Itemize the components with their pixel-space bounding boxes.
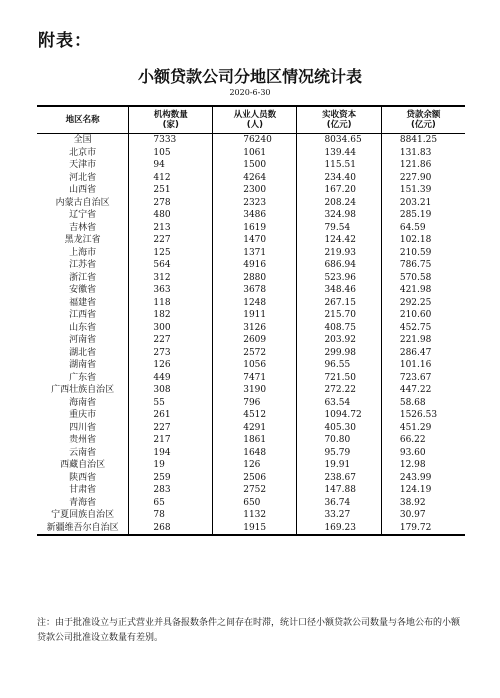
loan-balance-cell: 38.92 [381,497,465,510]
institution-count-cell: 312 [129,272,213,285]
region-name-cell: 河北省 [69,172,97,183]
employee-count-cell: 2752 [213,484,297,497]
employee-count-cell: 1371 [213,247,297,260]
employee-count-cell: 1056 [213,359,297,372]
paid-in-capital-cell: 36.74 [297,497,381,510]
paid-in-capital-cell: 219.93 [297,247,381,260]
paid-in-capital-cell: 33.27 [297,509,381,522]
institution-count-cell: 94 [129,159,213,172]
employee-count-cell: 2300 [213,184,297,197]
institution-count-cell: 308 [129,384,213,397]
paid-in-capital-cell: 96.55 [297,359,381,372]
loan-balance-cell: 210.59 [381,247,465,260]
region-name-cell: 辽宁省 [69,210,97,221]
paid-in-capital-cell: 203.92 [297,334,381,347]
employee-count-cell: 1248 [213,297,297,310]
employee-count-cell: 2609 [213,334,297,347]
region-name-cell: 江西省 [69,310,97,321]
institution-count-cell: 259 [129,472,213,485]
loan-balance-cell: 210.60 [381,309,465,322]
paid-in-capital-cell: 8034.65 [297,134,381,147]
table-row [37,247,465,260]
table-row [37,384,465,397]
table-row [37,372,465,385]
paid-in-capital-cell: 721.50 [297,372,381,385]
loan-balance-cell: 447.22 [381,384,465,397]
employee-count-cell: 1911 [213,309,297,322]
region-name-cell: 安徽省 [69,285,97,296]
paid-in-capital-cell: 115.51 [297,159,381,172]
paid-in-capital-cell: 70.80 [297,434,381,447]
table-row [37,509,465,522]
loan-balance-cell: 66.22 [381,434,465,447]
institution-count-cell: 261 [129,409,213,422]
loan-balance-cell: 12.98 [381,459,465,472]
loan-balance-cell: 93.60 [381,447,465,460]
table-row [37,397,465,410]
employee-count-cell: 4512 [213,409,297,422]
employee-count-cell: 2323 [213,197,297,210]
table-row [37,159,465,172]
loan-balance-cell: 1526.53 [381,409,465,422]
employee-count-cell: 1132 [213,509,297,522]
region-name-cell: 重庆市 [69,410,97,421]
table-row [37,209,465,222]
region-name-cell: 福建省 [69,297,97,308]
report-date: 2020-6-30 [229,88,271,97]
loan-balance-cell: 221.98 [381,334,465,347]
institution-count-cell: 273 [129,347,213,360]
footnote: 注：由于批准设立与正式营业并具备报数条件之间存在时滞，统计口径小额贷款公司数量与各地公布的小额贷款公司批准设立数量有差别。 [37,618,461,643]
employee-count-cell: 1648 [213,447,297,460]
loan-balance-cell: 203.21 [381,197,465,210]
region-name-cell: 宁夏回族自治区 [51,510,115,521]
paid-in-capital-cell: 686.94 [297,259,381,272]
institution-count-cell: 7333 [129,134,213,147]
paid-in-capital-cell: 169.23 [297,522,381,536]
region-name-cell: 浙江省 [69,272,97,283]
institution-count-cell: 125 [129,247,213,260]
employee-count-cell: 1619 [213,222,297,235]
region-name-cell: 贵州省 [69,435,97,446]
loan-balance-cell: 243.99 [381,472,465,485]
loan-balance-cell: 421.98 [381,284,465,297]
region-name-cell: 青海省 [69,497,97,508]
table-row [37,197,465,210]
paid-in-capital-cell: 95.79 [297,447,381,460]
institution-count-cell: 227 [129,334,213,347]
table-row [37,409,465,422]
region-name-cell: 山东省 [69,322,97,333]
loan-balance-cell: 452.75 [381,322,465,335]
paid-in-capital-cell: 124.42 [297,234,381,247]
table-row [37,484,465,497]
region-name-cell: 甘肃省 [69,485,97,496]
loan-balance-cell: 124.19 [381,484,465,497]
loan-balance-cell: 8841.25 [381,134,465,147]
table-row [37,422,465,435]
employee-count-cell: 650 [213,497,297,510]
table-row [37,522,465,536]
paid-in-capital-cell: 348.46 [297,284,381,297]
employee-count-cell: 4291 [213,422,297,435]
employee-count-cell: 126 [213,459,297,472]
institution-count-cell: 194 [129,447,213,460]
region-name-cell: 四川省 [69,422,97,433]
table-row [37,284,465,297]
paid-in-capital-cell: 267.15 [297,297,381,310]
region-name-cell: 海南省 [69,397,97,408]
loan-balance-cell: 227.90 [381,172,465,185]
region-name-cell: 江苏省 [69,260,97,271]
institution-count-cell: 78 [129,509,213,522]
region-name-cell: 湖北省 [69,347,97,358]
institution-count-cell: 65 [129,497,213,510]
statistics-table [37,105,465,536]
header-employee-count: 从业人员数 (人) [213,106,297,134]
loan-balance-cell: 292.25 [381,297,465,310]
institution-count-cell: 213 [129,222,213,235]
institution-count-cell: 268 [129,522,213,536]
employee-count-cell: 7471 [213,372,297,385]
employee-count-cell: 1915 [213,522,297,536]
employee-count-cell: 1500 [213,159,297,172]
table-row [37,172,465,185]
institution-count-cell: 278 [129,197,213,210]
region-name-cell: 黑龙江省 [64,235,101,246]
table-row [37,147,465,160]
institution-count-cell: 480 [129,209,213,222]
table-row [37,309,465,322]
institution-count-cell: 564 [129,259,213,272]
employee-count-cell: 1061 [213,147,297,160]
loan-balance-cell: 102.18 [381,234,465,247]
region-name-cell: 新疆维吾尔自治区 [46,522,119,533]
table-row [37,272,465,285]
paid-in-capital-cell: 208.24 [297,197,381,210]
employee-count-cell: 4264 [213,172,297,185]
region-name-cell: 广东省 [69,372,97,383]
employee-count-cell: 796 [213,397,297,410]
region-name-cell: 河南省 [69,335,97,346]
table-row [37,472,465,485]
table-row [37,497,465,510]
paid-in-capital-cell: 1094.72 [297,409,381,422]
employee-count-cell: 2506 [213,472,297,485]
institution-count-cell: 19 [129,459,213,472]
paid-in-capital-cell: 408.75 [297,322,381,335]
loan-balance-cell: 101.16 [381,359,465,372]
institution-count-cell: 412 [129,172,213,185]
table-row [37,234,465,247]
institution-count-cell: 283 [129,484,213,497]
paid-in-capital-cell: 523.96 [297,272,381,285]
loan-balance-cell: 285.19 [381,209,465,222]
institution-count-cell: 55 [129,397,213,410]
institution-count-cell: 182 [129,309,213,322]
loan-balance-cell: 286.47 [381,347,465,360]
table-row [37,359,465,372]
table-row [37,334,465,347]
paid-in-capital-cell: 79.54 [297,222,381,235]
loan-balance-cell: 179.72 [381,522,465,536]
paid-in-capital-cell: 147.88 [297,484,381,497]
loan-balance-cell: 121.86 [381,159,465,172]
region-name-cell: 内蒙古自治区 [55,197,110,208]
employee-count-cell: 3678 [213,284,297,297]
loan-balance-cell: 151.39 [381,184,465,197]
region-name-cell: 陕西省 [69,472,97,483]
table-row [37,459,465,472]
institution-count-cell: 118 [129,297,213,310]
paid-in-capital-cell: 19.91 [297,459,381,472]
paid-in-capital-cell: 234.40 [297,172,381,185]
region-name-cell: 北京市 [69,147,97,158]
header-paid-in-capital: 实收资本 (亿元) [297,106,381,134]
region-name-cell: 天津市 [69,160,97,171]
loan-balance-cell: 570.58 [381,272,465,285]
region-name-cell: 广西壮族自治区 [51,385,115,396]
table-row [37,297,465,310]
table-title: 小额贷款公司分地区情况统计表 [137,67,362,86]
institution-count-cell: 105 [129,147,213,160]
table-row [37,222,465,235]
loan-balance-cell: 30.97 [381,509,465,522]
paid-in-capital-cell: 299.98 [297,347,381,360]
employee-count-cell: 3126 [213,322,297,335]
institution-count-cell: 217 [129,434,213,447]
table-row [37,259,465,272]
region-name-cell: 湖南省 [69,360,97,371]
loan-balance-cell: 451.29 [381,422,465,435]
employee-count-cell: 76240 [213,134,297,147]
region-name-cell: 西藏自治区 [60,460,106,471]
paid-in-capital-cell: 272.22 [297,384,381,397]
institution-count-cell: 300 [129,322,213,335]
paid-in-capital-cell: 405.30 [297,422,381,435]
institution-count-cell: 126 [129,359,213,372]
paid-in-capital-cell: 215.70 [297,309,381,322]
region-name-cell: 山西省 [69,185,97,196]
region-name-cell: 吉林省 [69,222,97,233]
table-row [37,184,465,197]
loan-balance-cell: 58.68 [381,397,465,410]
region-name-cell: 云南省 [69,447,97,458]
institution-count-cell: 251 [129,184,213,197]
paid-in-capital-cell: 63.54 [297,397,381,410]
employee-count-cell: 1470 [213,234,297,247]
region-name-cell: 上海市 [69,247,97,258]
table-body [37,134,465,536]
employee-count-cell: 2572 [213,347,297,360]
employee-count-cell: 3190 [213,384,297,397]
loan-balance-cell: 786.75 [381,259,465,272]
table-row [37,347,465,360]
institution-count-cell: 449 [129,372,213,385]
header-institution-count: 机构数量 (家) [129,106,213,134]
header-row [37,106,465,134]
paid-in-capital-cell: 324.98 [297,209,381,222]
header-region: 地区名称 [37,106,129,134]
institution-count-cell: 363 [129,284,213,297]
table-row [37,322,465,335]
employee-count-cell: 1861 [213,434,297,447]
employee-count-cell: 4916 [213,259,297,272]
loan-balance-cell: 131.83 [381,147,465,160]
paid-in-capital-cell: 167.20 [297,184,381,197]
table-row [37,434,465,447]
appendix-label: 附表： [38,31,92,51]
employee-count-cell: 2880 [213,272,297,285]
institution-count-cell: 227 [129,422,213,435]
header-loan-balance: 贷款余额 (亿元) [381,106,465,134]
employee-count-cell: 3486 [213,209,297,222]
table-row [37,134,465,147]
loan-balance-cell: 64.59 [381,222,465,235]
region-name-cell: 全国 [73,135,92,146]
paid-in-capital-cell: 238.67 [297,472,381,485]
paid-in-capital-cell: 139.44 [297,147,381,160]
loan-balance-cell: 723.67 [381,372,465,385]
institution-count-cell: 227 [129,234,213,247]
table-row [37,447,465,460]
